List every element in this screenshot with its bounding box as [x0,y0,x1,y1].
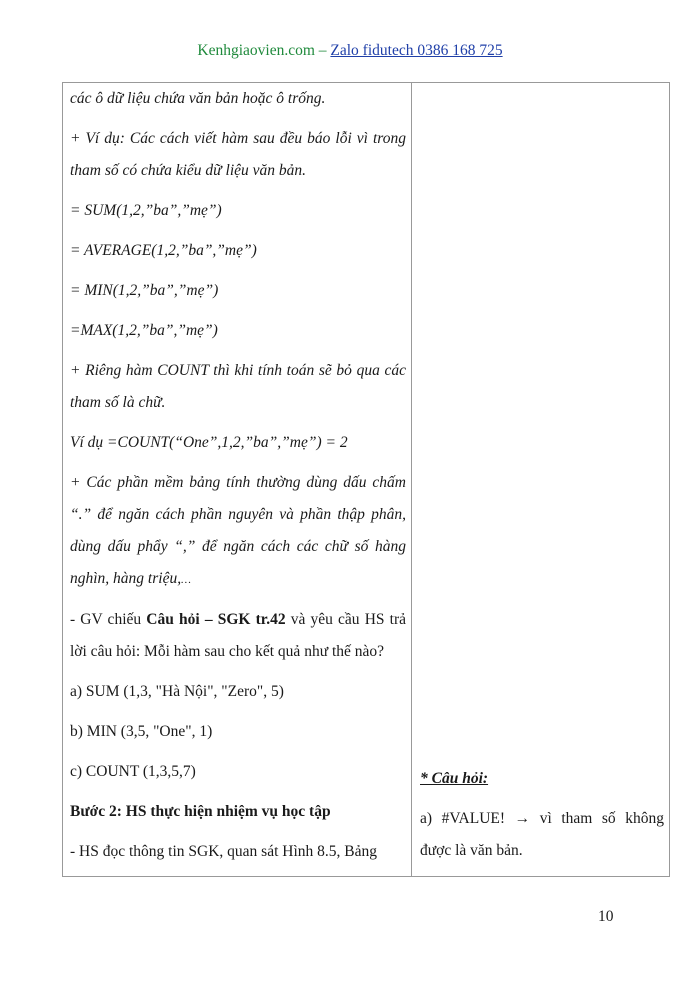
right-column [420,83,664,875]
question-c: c) COUNT (1,3,5,7) [70,763,196,780]
teacher-instruction [70,604,406,668]
header-zalo-link[interactable]: Zalo fidutech 0386 168 725 [330,42,503,59]
count-note: + Riêng hàm COUNT thì khi tính toán sẽ bỏ qua các tham số là chữ. [70,362,406,411]
question-a: a) SUM (1,3, "Hà Nội", "Zero", 5) [70,683,284,700]
answer-a: a) #VALUE! → vì tham số không được là văn bản. [420,810,664,859]
count-example: Ví dụ =COUNT(“One”,1,2,”ba”,”mẹ”) = 2 [70,434,348,451]
column-divider [411,83,412,876]
instruction-bold: Câu hỏi – SGK tr.42 [146,611,286,628]
page-header [0,42,700,60]
text-line: các ô dữ liệu chứa văn bản hoặc ô trống. [70,90,326,107]
header-separator: – [314,42,331,59]
formula-max: =MAX(1,2,”ba”,”mẹ”) [70,322,218,339]
formula-min: = MIN(1,2,”ba”,”mẹ”) [70,282,219,299]
separator-note-ellipsis: … [181,574,191,586]
student-activity: - HS đọc thông tin SGK, quan sát Hình 8.5, Bảng [70,843,377,860]
question-heading: * Câu hỏi: [420,770,489,787]
left-column [70,83,406,876]
instruction-pre: - GV chiếu [70,611,147,628]
header-site[interactable]: Kenhgiaovien.com [197,42,315,59]
separator-note [70,467,406,596]
separator-note-text: + Các phần mềm bảng tính thường dùng dấu chấm “.” để ngăn cách phần nguyên và phần thập phân, dùng dấu phẩy “,” để ngăn cách các chữ số hàng nghìn, hàng triệu, [70,474,406,587]
formula-average: = AVERAGE(1,2,”ba”,”mẹ”) [70,242,257,259]
formula-sum: = SUM(1,2,”ba”,”mẹ”) [70,202,222,219]
lesson-table [62,82,670,877]
question-b: b) MIN (3,5, "One", 1) [70,723,213,740]
page-number: 10 [598,908,614,925]
example-intro: + Ví dụ: Các cách viết hàm sau đều báo lỗi vì trong tham số có chứa kiểu dữ liệu văn bản. [70,130,406,179]
instruction-post: và yêu cầu HS trả lời câu hỏi: Mỗi hàm sau cho kết quả như thế nào? [70,611,407,660]
step-2-heading: Bước 2: HS thực hiện nhiệm vụ học tập [70,803,331,820]
